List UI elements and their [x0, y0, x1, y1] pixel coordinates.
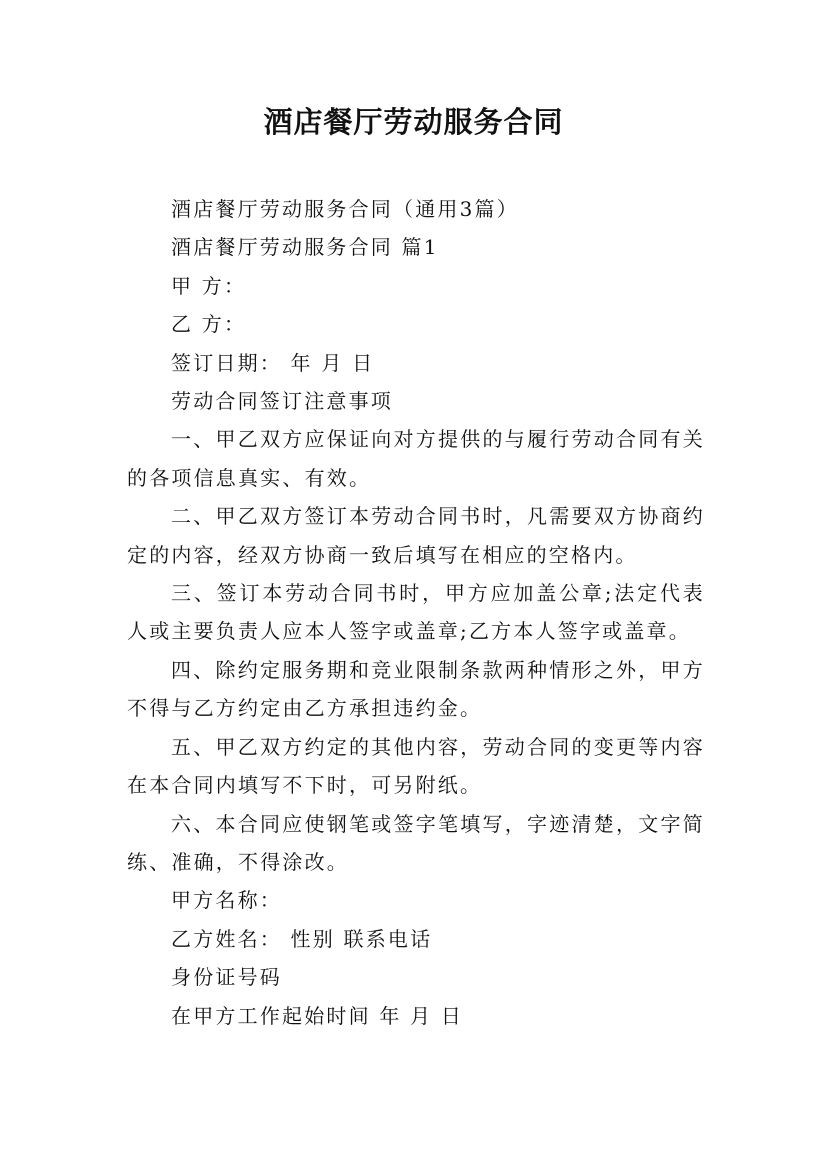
- paragraph-party-b-name: 乙方姓名： 性别 联系电话: [171, 926, 433, 951]
- paragraph-note-1: 一、甲乙双方应保证向对方提供的与履行劳动合同有关的各项信息真实、有效。: [127, 427, 705, 490]
- paragraph-party-b: 乙 方：: [171, 312, 247, 337]
- paragraph-start-date: 在甲方工作起始时间 年 月 日: [171, 1003, 464, 1028]
- paragraph-section-heading: 酒店餐厅劳动服务合同 篇1: [171, 235, 439, 260]
- paragraph-note-2: 二、甲乙双方签订本劳动合同书时，凡需要双方协商约定的内容，经双方协商一致后填写在相应的空格内。: [127, 504, 705, 567]
- paragraph-subtitle: 酒店餐厅劳动服务合同（通用3篇）: [171, 197, 519, 221]
- paragraph-party-a-name: 甲方名称：: [171, 888, 282, 913]
- paragraph-note-6: 六、本合同应使钢笔或签字笔填写，字迹清楚，文字简练、准确，不得涂改。: [127, 811, 705, 874]
- paragraph-note-3: 三、签订本劳动合同书时，甲方应加盖公章;法定代表人或主要负责人应本人签字或盖章;乙方本人签字或盖章。: [127, 581, 705, 644]
- paragraph-party-a: 甲 方：: [171, 273, 247, 298]
- paragraph-note-5: 五、甲乙双方约定的其他内容，劳动合同的变更等内容在本合同内填写不下时，可另附纸。: [127, 734, 705, 798]
- paragraph-notes-heading: 劳动合同签订注意事项: [171, 389, 393, 414]
- paragraph-note-4: 四、除约定服务期和竞业限制条款两种情形之外，甲方不得与乙方约定由乙方承担违约金。: [127, 657, 705, 721]
- document-title: 酒店餐厅劳动服务合同: [263, 105, 564, 139]
- paragraph-id-number: 身份证号码: [171, 965, 282, 990]
- document-body: [127, 190, 705, 1035]
- paragraph-signing-date: 签订日期： 年 月 日: [171, 350, 375, 375]
